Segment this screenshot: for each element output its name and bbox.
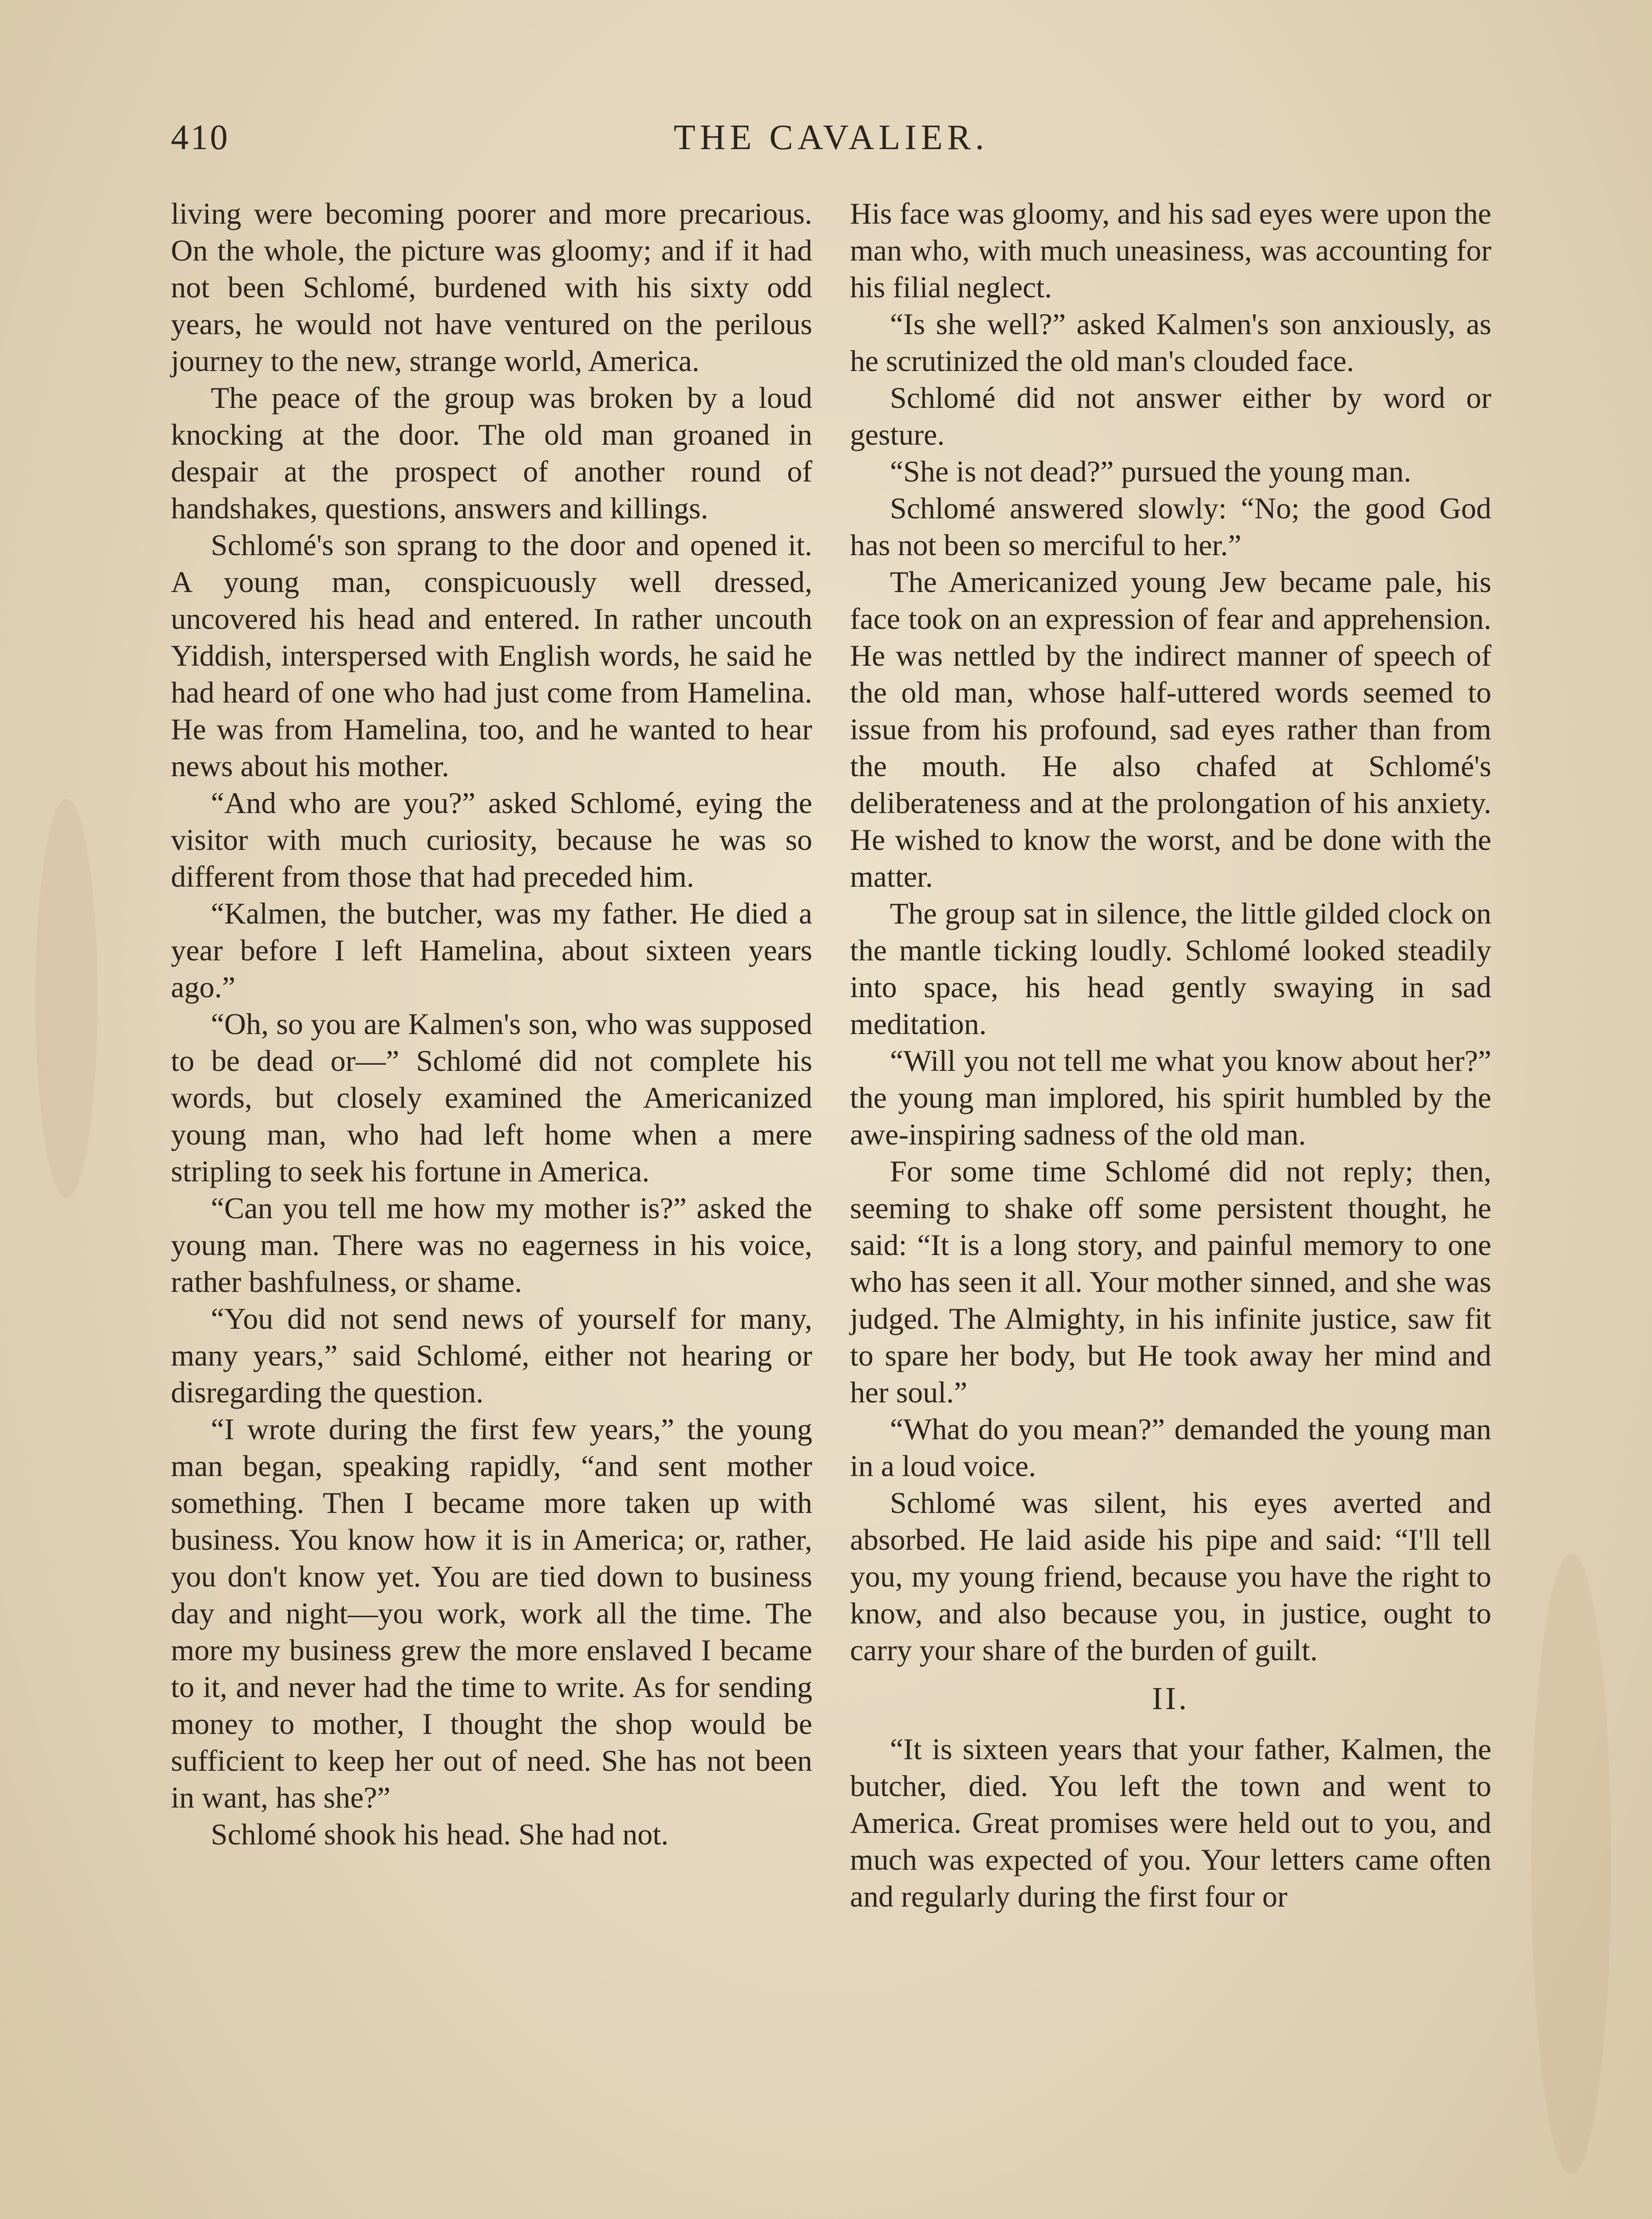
paragraph: The peace of the group was broken by a loud knocking at the door. The old man groaned in despair at the prospect of another round of handshakes, questions, answers and killings.	[171, 381, 812, 525]
left-column	[171, 195, 812, 1853]
paragraph: The Americanized young Jew became pale, his face took on an expression of fear and apprehension. He was nettled by the indirect manner of speech of the old man, whose half-uttered words seemed to issue from his profound, sad eyes rather than from the mouth. He also chafed at Schlomé's deliberateness and at the prolongation of his anxiety. He wished to know the worst, and be done with the matter.	[850, 565, 1491, 893]
paragraph: Schlomé's son sprang to the door and opened it. A young man, conspicuously well dressed, uncovered his head and entered. In rather uncouth Yiddish, interspersed with English words, he said he had heard of one who had just come from Hamelina. He was from Hamelina, too, and he wanted to hear news about his mother.	[171, 528, 812, 783]
running-title: THE CAVALIER.	[673, 118, 989, 157]
paper-stain	[1531, 1553, 1611, 2175]
paper-stain	[36, 799, 98, 1198]
paragraph: “I wrote during the first few years,” the young man began, speaking rapidly, “and sent mother something. Then I became more taken up with business. You know how it is in America; or, rather, you don't know yet. You are tied down to business day and night—you work, work all the time. The more my business grew the more enslaved I became to it, and never had the time to write. As for sending money to mother, I thought the shop would be sufficient to keep her out of need. She has not been in want, has she?”	[171, 1412, 812, 1814]
paragraph: “Kalmen, the butcher, was my father. He died a year before I left Hamelina, about sixteen years ago.”	[171, 896, 812, 1004]
paragraph: “What do you mean?” demanded the young man in a loud voice.	[850, 1412, 1491, 1483]
paragraph: “Can you tell me how my mother is?” asked the young man. There was no eagerness in his voice, rather bashfulness, or shame.	[171, 1191, 812, 1299]
paragraph: Schlomé was silent, his eyes averted and absorbed. He laid aside his pipe and said: “I'll tell you, my young friend, because you have the right to know, and also because you, in justice, ought to carry your share of the burden of guilt.	[850, 1486, 1491, 1667]
paragraph: Schlomé shook his head. She had not.	[211, 1817, 669, 1851]
paragraph: For some time Schlomé did not reply; then, seeming to shake off some persistent thought, he said: “It is a long story, and painful memory to one who has seen it all. Your mother sinned, and she was judged. The Almighty, in his infinite justice, saw fit to spare her body, but He took away her mind and her soul.”	[850, 1154, 1491, 1409]
paragraph: “Will you not tell me what you know about her?” the young man implored, his spirit humbled by the awe-inspiring sadness of the old man.	[850, 1044, 1491, 1151]
paragraph: His face was gloomy, and his sad eyes were upon the man who, with much uneasiness, was accounting for his filial neglect.	[850, 197, 1491, 304]
paragraph: “You did not send news of yourself for many, many years,” said Schlomé, either not hearing or disregarding the question.	[171, 1302, 812, 1409]
paragraph: Schlomé answered slowly: “No; the good God has not been so merciful to her.”	[850, 491, 1491, 562]
paragraph: “She is not dead?” pursued the young man.	[890, 454, 1411, 488]
paragraph: “It is sixteen years that your father, Kalmen, the butcher, died. You left the town and went to America. Great promises were held out to you, and much was expected of you. Your letters came often and regularly during the first four or	[850, 1732, 1491, 1913]
paragraph: “Oh, so you are Kalmen's son, who was supposed to be dead or—” Schlomé did not complete his words, but closely examined the Americanized young man, who had left home when a mere stripling to seek his fortune in America.	[171, 1007, 812, 1188]
page-number: 410	[171, 118, 229, 157]
paragraph: “And who are you?” asked Schlomé, eying the visitor with much curiosity, because he was so different from those that had preceded him.	[171, 786, 812, 893]
paragraph: Schlomé did not answer either by word or gesture.	[850, 381, 1491, 451]
paragraph: The group sat in silence, the little gilded clock on the mantle ticking loudly. Schlomé looked steadily into space, his head gently swaying in sad meditation.	[850, 896, 1491, 1041]
paragraph: living were becoming poorer and more precarious. On the whole, the picture was gloomy; and if it had not been Schlomé, burdened with his sixty odd years, he would not have ventured on the perilous journey to the new, strange world, America.	[171, 197, 812, 378]
section-heading: II.	[1152, 1681, 1190, 1716]
page-header	[171, 113, 1491, 162]
right-column	[850, 195, 1491, 1915]
paragraph: “Is she well?” asked Kalmen's son anxiously, as he scrutinized the old man's clouded face.	[850, 307, 1491, 378]
